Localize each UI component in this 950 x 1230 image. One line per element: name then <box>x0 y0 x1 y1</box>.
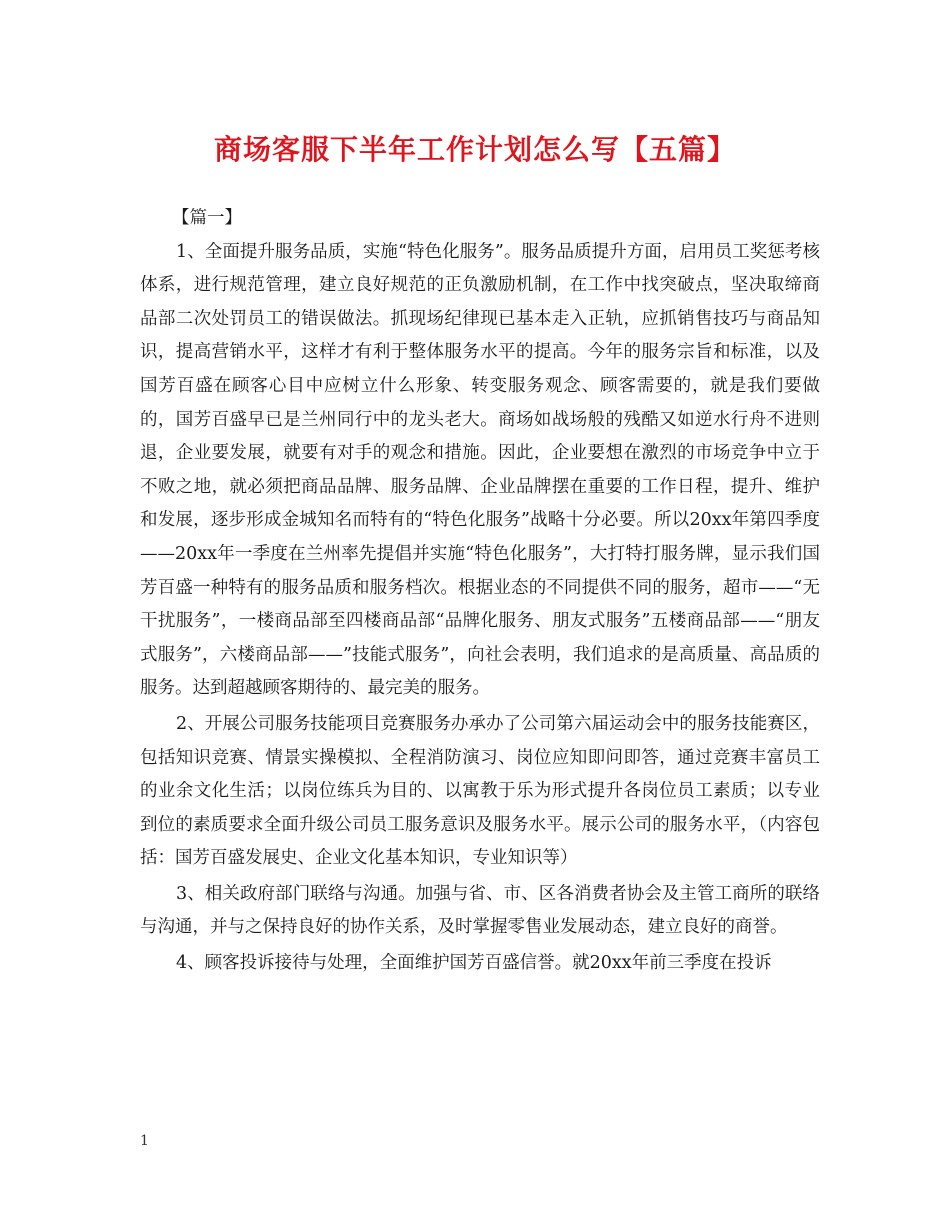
document-body <box>140 202 820 983</box>
paragraph-2: 2、开展公司服务技能项目竞赛服务办承办了公司第六届运动会中的服务技能赛区，包括知识竞赛、情景实操模拟、全程消防演习、岗位应知即问即答，通过竞赛丰富员工的业余文化生活；以岗位练兵为目的、以寓教于乐为形式提升各岗位员工素质；以专业到位的素质要求全面升级公司员工服务意识及服务水平。展示公司的服务水平，（内容包括：国芳百盛发展史、企业文化基本知识，专业知识等） <box>140 713 820 869</box>
paragraph-4: 4、顾客投诉接待与处理，全面维护国芳百盛信誉。就20xx年前三季度在投诉 <box>176 953 772 974</box>
paragraph-3: 3、相关政府部门联络与沟通。加强与省、市、区各消费者协会及主管工商所的联络与沟通，并与之保持良好的协作关系，及时掌握零售业发展动态，建立良好的商誉。 <box>140 883 820 938</box>
section-heading: 【篇一】 <box>172 208 242 228</box>
paragraph-1: 1、全面提升服务品质，实施“特色化服务”。服务品质提升方面，启用员工奖惩考核体系，进行规范管理，建立良好规范的正负激励机制，在工作中找突破点，坚决取缔商品部二次处罚员工的错误做法。抓现场纪律现已基本走入正轨，应抓销售技巧与商品知识，提高营销水平，这样才有利于整体服务水平的提高。今年的服务宗旨和标准，以及国芳百盛在顾客心目中应树立什么形象、转变服务观念、顾客需要的，就是我们要做的，国芳百盛早已是兰州同行中的龙头老大。商场如战场般的残酷又如逆水行舟不进则退，企业要发展，就要有对手的观念和措施。因此，企业要想在激烈的市场竞争中立于不败之地，就必须把商品品牌、服务品牌、企业品牌摆在重要的工作日程，提升、维护和发展，逐步形成金城知名而特有的“特色化服务”战略十分必要。所以20xx年第四季度——20xx年一季度在兰州率先提倡并实施“特色化服务”，大打特打服务牌，显示我们国芳百盛一种特有的服务品质和服务档次。根据业态的不同提供不同的服务，超市——“无干扰服务”，一楼商品部至四楼商品部“品牌化服务、朋友式服务”五楼商品部——“朋友式服务”，六楼商品部——”技能式服务”，向社会表明，我们追求的是高质量、高品质的服务。达到超越顾客期待的、最完美的服务。 <box>140 241 820 699</box>
page-title: 商场客服下半年工作计划怎么写【五篇】 <box>213 133 736 166</box>
page-number: 1 <box>140 1133 149 1149</box>
